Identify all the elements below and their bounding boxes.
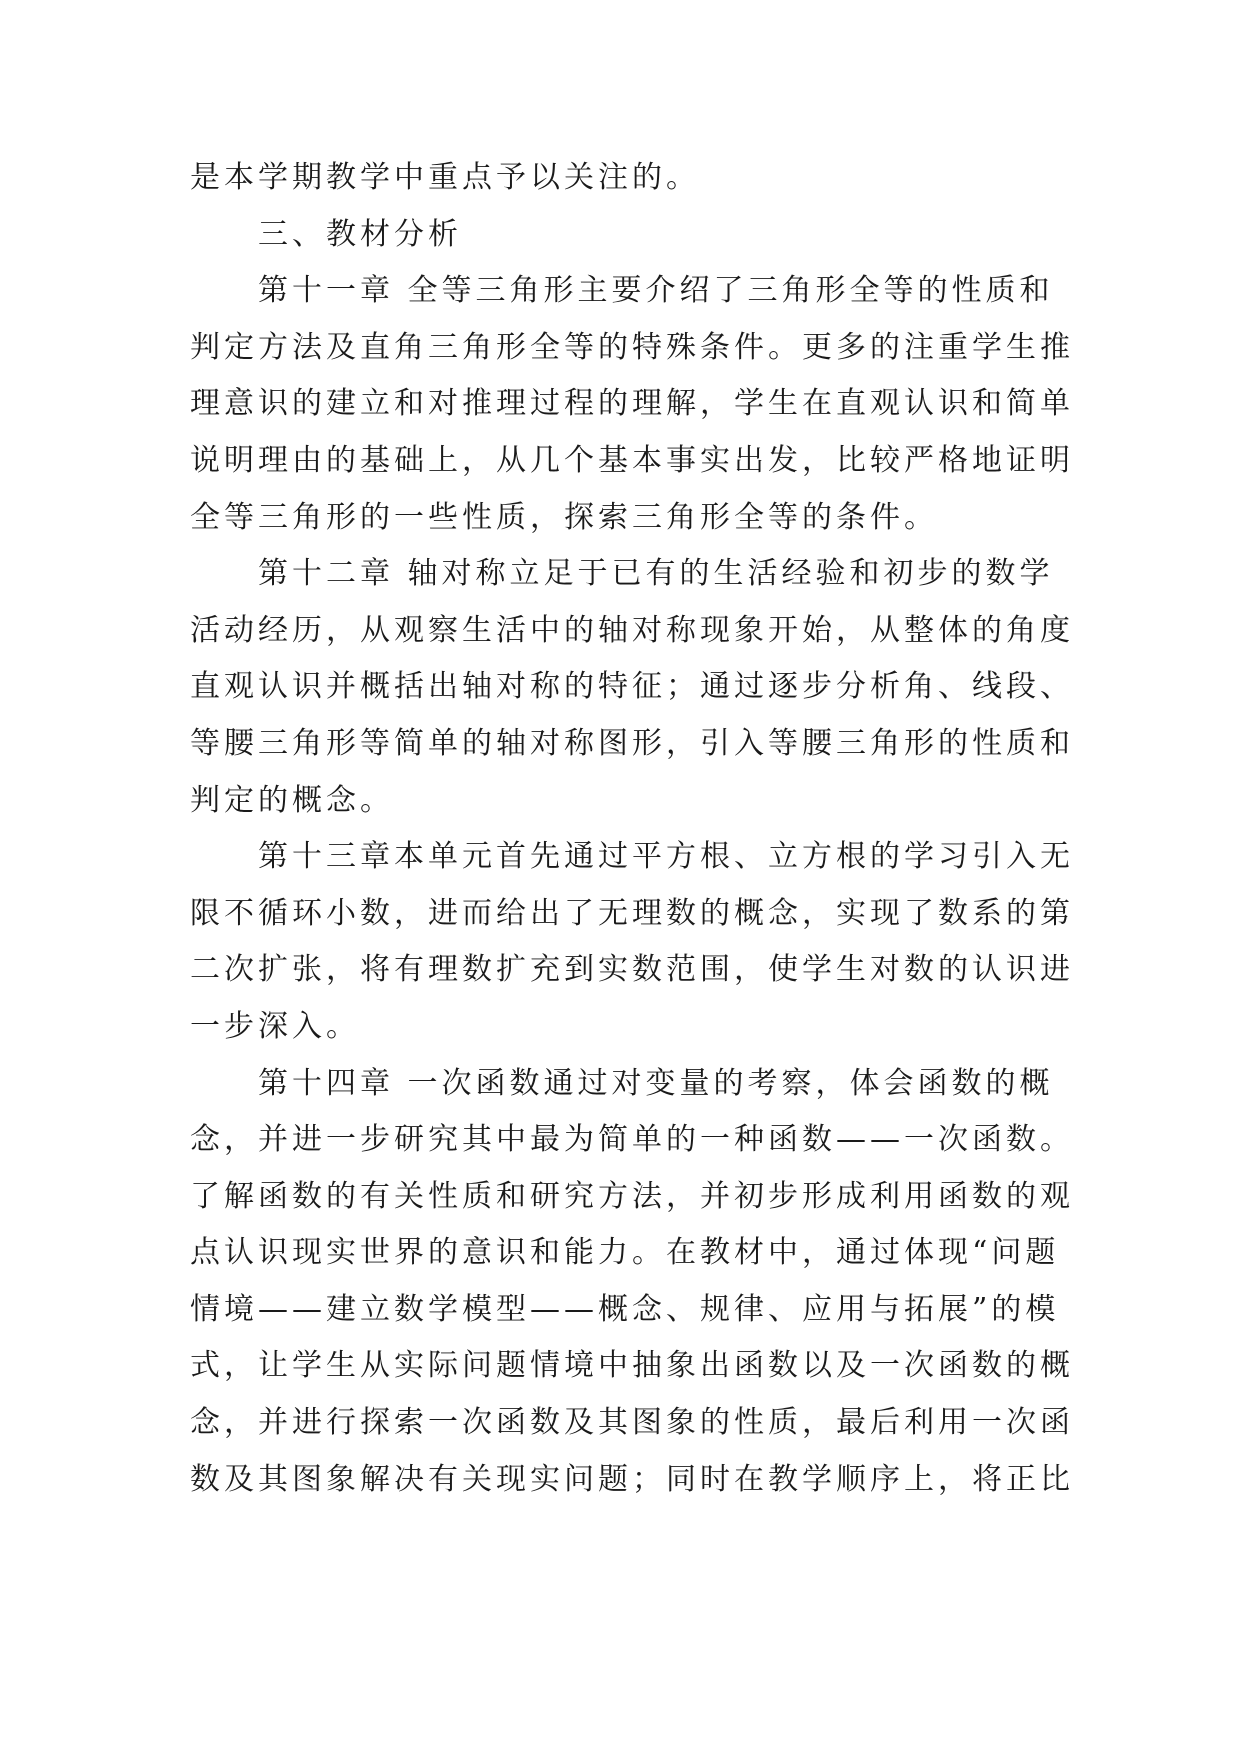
text-line: 全等三角形的一些性质，探索三角形全等的条件。 [190, 499, 938, 535]
text-line: 限不循环小数，进而给出了无理数的概念，实现了数系的第 [190, 895, 1074, 931]
text-line: 式，让学生从实际问题情境中抽象出函数以及一次函数的概 [190, 1348, 1074, 1384]
text-line: 判定的概念。 [190, 782, 394, 818]
text-line: 是本学期教学中重点予以关注的。 [190, 160, 700, 195]
text-line: 理意识的建立和对推理过程的理解，学生在直观认识和简单 [190, 386, 1074, 422]
text-line: 等腰三角形等简单的轴对称图形，引入等腰三角形的性质和 [190, 725, 1074, 761]
text-line: 第十三章本单元首先通过平方根、立方根的学习引入无 [258, 839, 1074, 875]
text-line: 三、教材分析 [258, 216, 462, 252]
text-line: 一步深入。 [190, 1008, 360, 1044]
text-line: 第十一章 全等三角形主要介绍了三角形全等的性质和 [258, 273, 1054, 309]
document-body [190, 150, 1074, 1508]
text-line: 说明理由的基础上，从几个基本事实出发，比较严格地证明 [190, 442, 1074, 478]
text-line: 活动经历，从观察生活中的轴对称现象开始，从整体的角度 [190, 612, 1074, 648]
text-line: 情境——建立数学模型——概念、规律、应用与拓展”的模 [190, 1291, 1060, 1327]
text-line: 念，并进一步研究其中最为简单的一种函数——一次函数。 [190, 1122, 1074, 1158]
text-line: 二次扩张，将有理数扩充到实数范围，使学生对数的认识进 [190, 952, 1074, 988]
text-line: 数及其图象解决有关现实问题；同时在教学顺序上，将正比 [190, 1461, 1074, 1497]
text-line: 点认识现实世界的意识和能力。在教材中，通过体现“问题 [190, 1235, 1060, 1271]
text-line: 了解函数的有关性质和研究方法，并初步形成利用函数的观 [190, 1178, 1074, 1214]
text-line: 判定方法及直角三角形全等的特殊条件。更多的注重学生推 [190, 329, 1074, 365]
text-line: 念，并进行探索一次函数及其图象的性质，最后利用一次函 [190, 1405, 1074, 1441]
text-line: 第十二章 轴对称立足于已有的生活经验和初步的数学 [258, 556, 1054, 592]
text-line: 第十四章 一次函数通过对变量的考察，体会函数的概 [258, 1065, 1054, 1101]
text-line: 直观认识并概括出轴对称的特征；通过逐步分析角、线段、 [190, 669, 1074, 705]
